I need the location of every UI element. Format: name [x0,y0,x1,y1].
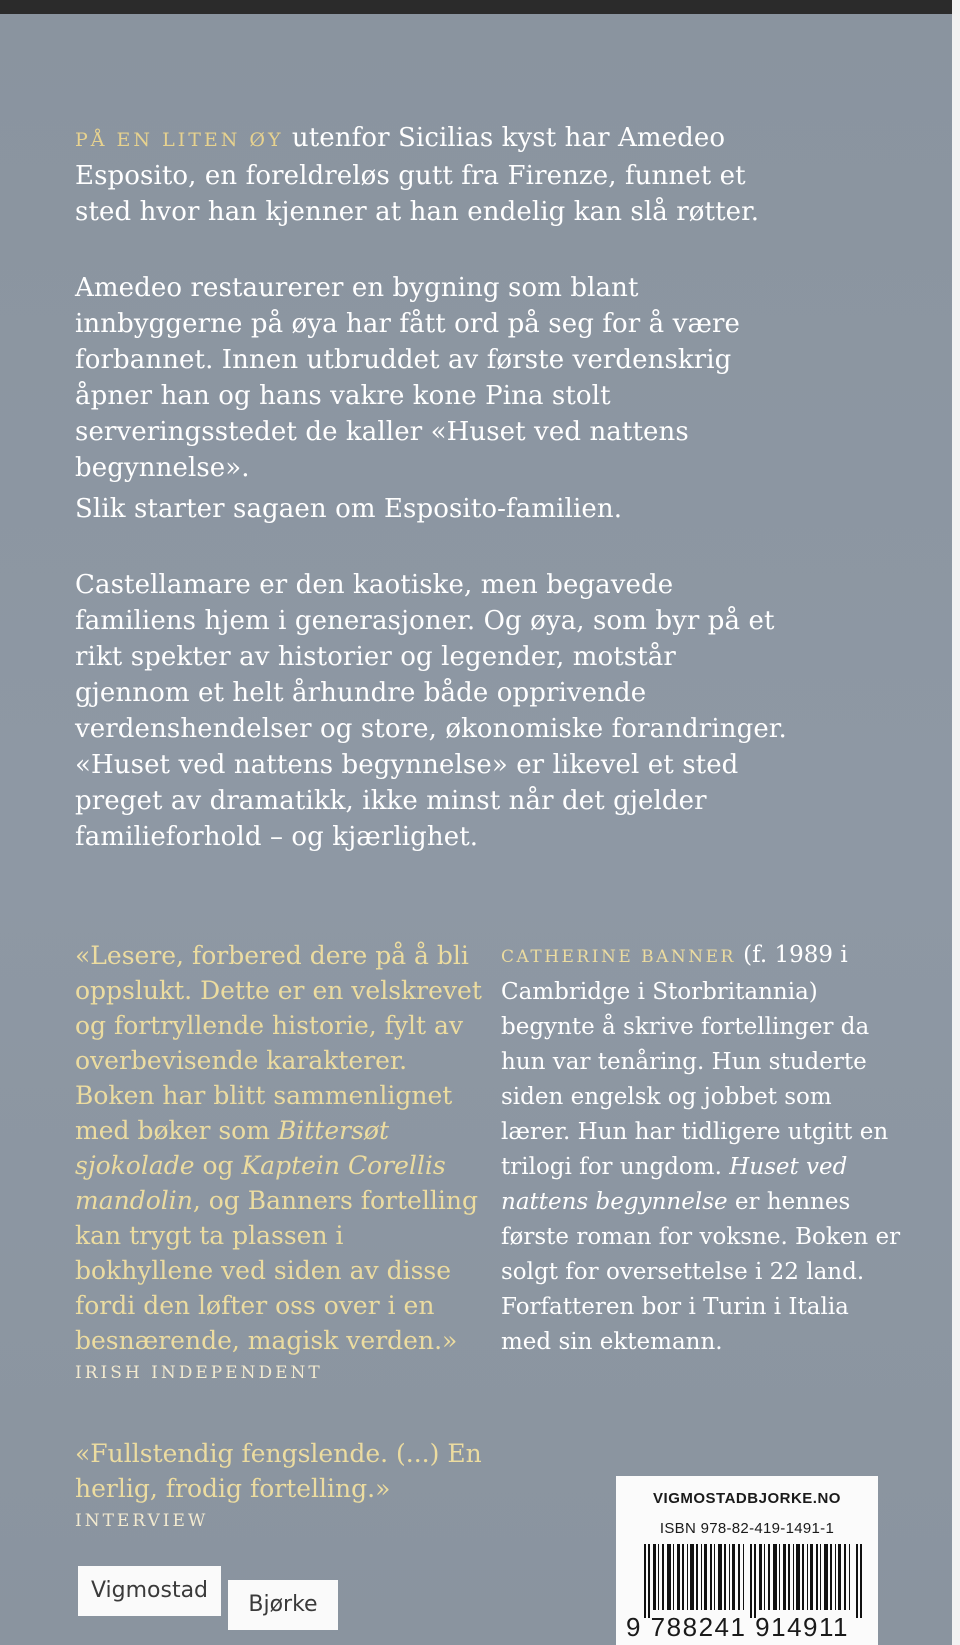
quote-1-text-a: «Lesere, forbered dere på å bli oppslukt. Dette er en velskrevet og fortryllende historie, fylt av overbevisende karakterer. Boken har blitt sammenlignet med bøker som [75,941,482,1145]
lead-in-caps: PÅ EN LITEN ØY [75,129,284,151]
quote-2-text: «Fullstendig fengslende. (...) En herlig, frodig fortelling.» [75,1439,482,1503]
publisher-logo-part-2: Bjørke [228,1580,338,1630]
quote-2-source: INTERVIEW [75,1511,209,1531]
isbn-label: ISBN 978-82-419-1491-1 [659,1520,835,1537]
barcode-panel [616,1476,878,1645]
book-back-cover [0,14,960,1645]
barcode-digits: 9 788241 914911 [626,1612,849,1642]
blurb-paragraph-1-text: utenfor Sicilias kyst har Amedeo Esposito, en foreldreløs gutt fra Firenze, funnet et sted hvor han kjenner at han endelig kan slå røtter. [75,123,760,227]
publisher-logo-part-1: Vigmostad [78,1566,221,1616]
review-quote-2 [75,1436,485,1534]
publisher-url: VIGMOSTADBJORKE.NO [653,1490,841,1507]
barcode-icon [644,1544,866,1618]
top-dark-strip [0,0,960,14]
blurb-paragraph-1 [75,120,795,230]
author-name: CATHERINE BANNER [501,947,736,967]
author-bio-text-a: (f. 1989 i Cambridge i Storbritannia) begynte å skrive fortellinger da hun var tenåring. Hun studerte siden engelsk og jobbet som lærer. Hun har tidligere utgitt en trilogi for ungdom. [501,942,889,1180]
author-bio-title: Huset ved nattens begynnelse [501,1154,848,1215]
blurb-paragraph-4: Castellamare er den kaotiske, men begavede familiens hjem i generasjoner. Og øya, som byr på et rikt spekter av historier og legender, motstår gjennom et helt århundre både opprivende verdenshendelser og store, økonomiske forandringer. «Huset ved nattens begynnelse» er likevel et sted preget av dramatikk, ikke minst når det gjelder familieforhold – og kjærlighet. [75,570,787,852]
quote-1-title-a: Bittersøt sjokolade [75,1116,390,1180]
quote-1-source: IRISH INDEPENDENT [75,1363,323,1383]
blurb-paragraph-3: Slik starter sagaen om Esposito-familien. [75,494,623,524]
quote-1-title-b: Kaptein Corellis mandolin [75,1151,446,1215]
quote-1-text-c: , og Banners fortelling kan trygt ta plassen i bokhyllene ved siden av disse fordi den løfter oss over i en besnærende, magisk verden.» [75,1186,478,1355]
blurb-paragraph-2: Amedeo restaurerer en bygning som blant innbyggerne på øya har fått ord på seg for å være forbannet. Innen utbruddet av første verdenskrig åpner han og hans vakre kone Pina stolt serveringsstedet de kaller «Huset ved nattens begynnelse». [75,273,740,483]
author-bio-text-b: er hennes første roman for voksne. Boken er solgt for oversettelse i 22 land. Forfatteren bor i Turin i Italia med sin ektemann. [501,1189,901,1355]
review-quote-1 [75,938,485,1386]
page-edge [952,0,960,1645]
quote-1-text-b: og [194,1151,242,1180]
author-bio [501,938,901,1360]
